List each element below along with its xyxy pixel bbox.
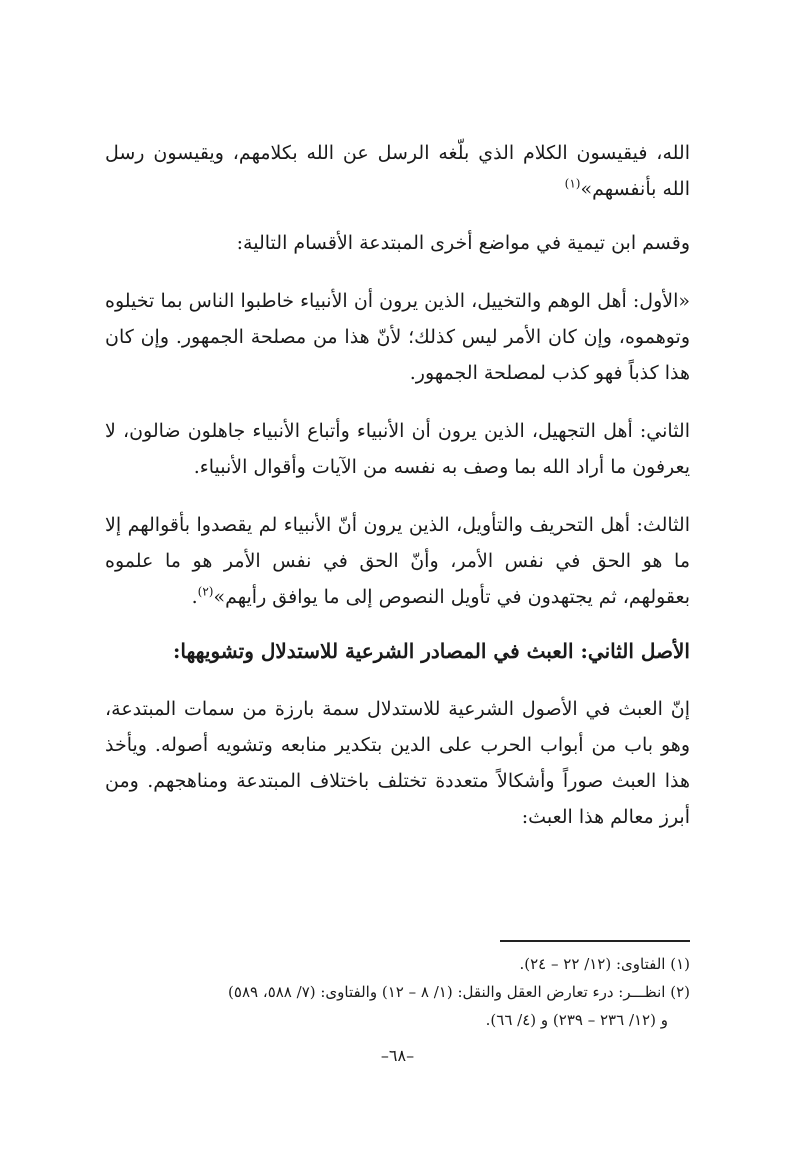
footnote-ref-2[interactable]: (٢) [197,584,214,599]
paragraph-5-text: الثالث: أهل التحريف والتأويل، الذين يرون أنّ الأنبياء لم يقصدوا بأقوالهم إلا ما هو الحق في نفس الأمر، وأنّ الحق في نفس الأمر هو ما علموه بعقولهم، ثم يجتهدون في تأويل النصوص إلى ما يوافق رأيهم» [105,514,690,608]
footnotes [105,950,690,1034]
paragraph-4: الثاني: أهل التجهيل، الذين يرون أن الأنبياء وأتباع الأنبياء جاهلون ضالون، لا يعرفون ما أراد الله بما وصف به نفسه من الآيات وأقوال الأنبياء. [105,420,690,478]
paragraph-2: وقسم ابن تيمية في مواضع أخرى المبتدعة الأقسام التالية: [236,232,690,254]
footnote-1: (١) الفتاوى: (١٢/ ٢٢ – ٢٤). [519,955,690,973]
footnote-2-line-1: (٢) انظـــر: درء تعارض العقل والنقل: (١/ ٨ – ١٢) والفتاوى: (٧/ ٥٨٨، ٥٨٩) [228,983,690,1001]
paragraph-5-end: . [191,586,198,608]
footnote-ref-1[interactable]: (١) [564,176,581,191]
paragraph-6: إنّ العبث في الأصول الشرعية للاستدلال سمة بارزة من سمات المبتدعة، وهو باب من أبواب الحرب على الدين بتكدير منابعه وتشويه أصوله. ويأخذ هذا العبث صوراً وأشكالاً متعددة تختلف باختلاف المبتدعة ومناهجهم. ومن أبرز معالم هذا العبث: [105,698,690,828]
paragraph-1 [105,135,690,207]
page-number: –٦٨– [380,1046,415,1065]
section-heading: الأصل الثاني: العبث في المصادر الشرعية للاستدلال وتشويهها: [172,639,690,663]
paragraph-1-text: الله، فيقيسون الكلام الذي بلّغه الرسل عن الله بكلامهم، ويقيسون رسل الله بأنفسهم» [105,142,690,200]
main-text [105,135,690,857]
paragraph-5 [105,507,690,615]
footnote-2-line-2: و (١٢/ ٢٣٦ – ٢٣٩) و (٤/ ٦٦). [485,1011,668,1029]
footnote-separator [500,940,690,942]
paragraph-3: «الأول: أهل الوهم والتخييل، الذين يرون أن الأنبياء خاطبوا الناس بما تخيلوه وتوهموه، وإن كان الأمر ليس كذلك؛ لأنّ هذا من مصلحة الجمهور. وإن كان هذا كذباً فهو كذب لمصلحة الجمهور. [105,290,690,384]
